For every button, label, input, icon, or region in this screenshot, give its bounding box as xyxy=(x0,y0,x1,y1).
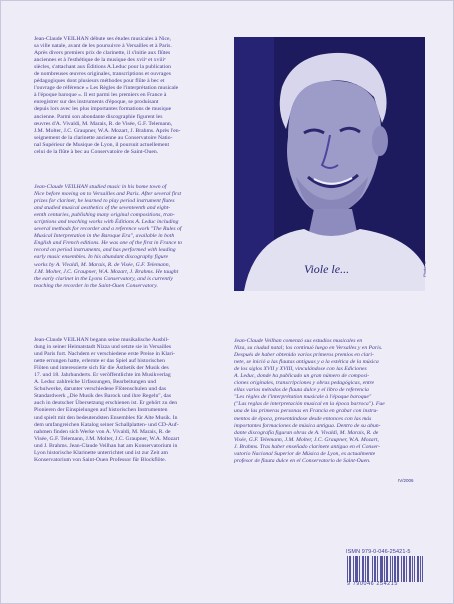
biography-spanish: Jean-Claude Veilhan comenzó sus estudios musicales en Niza, su ciudad natal; los continuó luego en Versalles y en Paris. Después de haber obtenido varios primeros premios en clari- nete, se inició a las flautas antiguas y a la estética de la música de los siglos XVII y XVIII, vinculándose con las Ediciones A. Leduc, donde ha publicado un gran número de composi- ciones originales, transcripciones y obras pedagógicas, entre ellas varios métodos de flauta dulce y el libro de referencia "Les règles de l'interprétation musicale à l'époque baroque" ("Las reglas de interpretación musical en la época barroca"). Fue una de las primeras personas en Francia en grabar con instru- mentos de época, presentándose desde entonces con las más importantes formaciones de música antigua. Dentro de su abun- dante discografía figuran obras de A. Vivaldi, M. Marais, R. de Visée, G.F. Telemann, J.M. Molter, J.C. Graupner, W.A. Mozart, J. Brahms. Tras haber enseñado clarinete antiguo en el Conser- vatorio Nacional Superior de Música de Lyon, es actualmente profesor de flauta dulce en el Conservatorio de Saint-Ouen. xyxy=(234,338,385,464)
catalogue-code: IV/2006 xyxy=(398,478,414,483)
ismn-number: ISMN 979-0-046-25421-5 xyxy=(346,549,411,555)
biography-german: Jean-Claude VEILHAN begann seine musikalische Ausbil- dung in seiner Heimatstadt Nizza und setzte sie in Versailles und Paris fort. Nachdem er verschiedene erste Preise in Klari- nette errungen hatte, erlernte er das Spiel auf historischen Flöten und interessierte sich für die Ästhetik der Musik des 17. und 18. Jahrhunderts. Er veröffentlichte im Musikverlag A. Leduc zahlreiche Urfassungen, Bearbeitungen und Schulwerke, darunter verschiedene Flötenschulen und das Standardwerk „Die Musik des Barock und ihre Regeln", das auch in deutscher Übersetzung erschienen ist. Er gehört zu den Pionieren der Einspielungen auf historischen Instrumenten und spielt mit den bedeutendsten Ensembles für Alte Musik. In dem umfangreichen Katalog seiner Schallplatten- und CD-Auf- nahmen finden sich Werke von A. Vivaldi, M. Marais, R. de Visée, G.F. Telemann, J.M. Molter, J.C. Graupner, W.A. Mozart und J. Brahms. Jean-Claude Veilhan hat am Konservatorium in Lyon historische Klarinette unterrichtet und ist zur Zeit am Konservatorium von Saint-Ouen Professor für Blockflöte. xyxy=(34,337,180,463)
barcode-bars xyxy=(347,556,423,582)
biography-english: Jean-Claude VEILHAN studied music in his home town of Nice before moving on to Versailles and Paris. After several first prizes for clarinet, he learned to play period instrument flutes and studied musical aesthetics of the seventeenth and eight- eenth centuries, publishing many original compositions, tran- scriptions and teaching works with Éditions A. Leduc including several methods for recorder and a reference work "The Rules of Musical Interpretation in the Baroque Era", available in both English and French editions. He was one of the first in France to record on period instruments, and has performed with leading early music ensembles. In his abundant discography figure works by A. Vivaldi, M. Marais, R. de Visée, G.F. Telemann, J.M. Molter, J.C. Graupner, W.A. Mozart, J. Brahms. He taught the early clarinet in the Lyons Conservatory, and is currently teaching the recorder in the Saint-Ouen Conservatory. xyxy=(34,184,183,289)
portrait-image xyxy=(234,37,425,291)
barcode xyxy=(347,556,423,588)
biography-french: Jean-Claude VEILHAN débute ses études musicales à Nice, sa ville natale, avant de les poursuivre à Versailles et à Paris. Après divers premiers prix de clarinette, il s'initie aux flûtes anciennes et à l'esthétique de la musique des xviiᵉ et xviiiᵉ siècles, s'attachant aux Éditions A.Leduc pour la publication de nombreuses œuvres originales, transcriptions et ouvrages pédagogiques dont plusieurs méthodes pour flûte à bec et l'ouvrage de référence « Les Règles de l'interprétation musicale à l'époque baroque ». Il est parmi les premiers en France à enregistrer sur des instruments d'époque, se produisant depuis lors avec les plus importantes formations de musique ancienne. Parmi son abondante discographie figurent les œuvres d'A. Vivaldi, M. Marais, R. de Visée, G.F. Telemann, J.M. Molter, J.C. Graupner, W.A. Mozart, J. Brahms. Après l'en- seignement de la clarinette ancienne au Conservatoire Natio- nal Supérieur de Musique de Lyon, il poursuit actuellement celui de la flûte à bec au Conservatoire de Saint-Ouen. xyxy=(34,36,181,155)
photo-credit: Photo: S. xyxy=(422,260,427,277)
barcode-number: 9 790046 254215 xyxy=(347,581,398,587)
portrait-photo xyxy=(234,37,425,291)
shirt-lettering: Viole le... xyxy=(304,262,350,276)
